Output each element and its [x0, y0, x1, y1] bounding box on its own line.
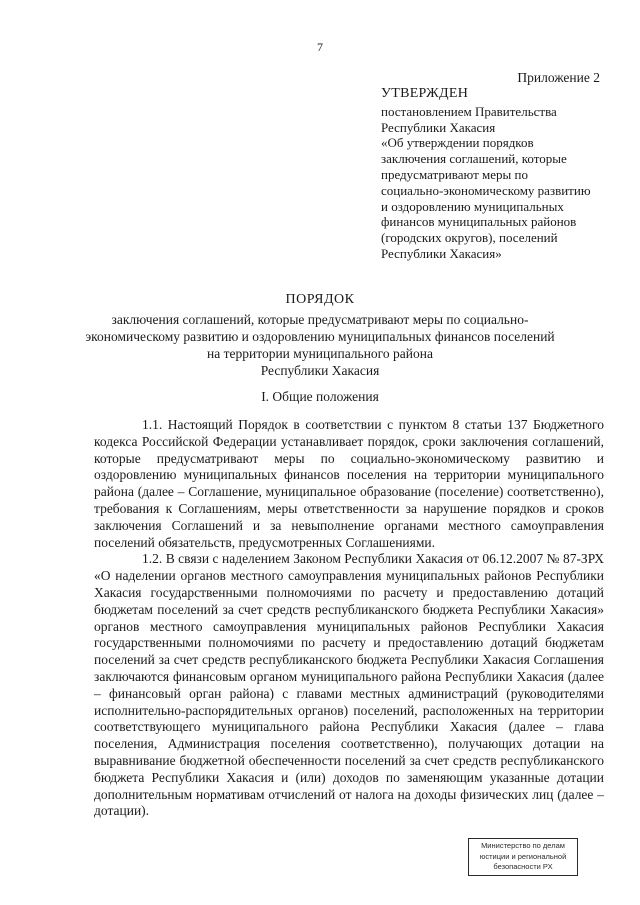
document-title: ПОРЯДОК [285, 292, 355, 307]
approved-heading: УТВЕРЖДЕН [381, 86, 469, 101]
subtitle-line: на территории муниципального района [207, 346, 433, 361]
approval-line: Республики Хакасия» [381, 245, 502, 261]
approval-line: предусматривают меры по [381, 166, 528, 182]
approval-line: и оздоровлению муниципальных [381, 198, 564, 214]
approval-line: (городских округов), поселений [381, 230, 558, 246]
appendix-label: Приложение 2 [517, 70, 600, 85]
subtitle-line: заключения соглашений, которые предусматривают меры по социально- [111, 312, 529, 327]
subtitle-line: экономическому развитию и оздоровлению муниципальных финансов поселений [85, 329, 555, 344]
approval-line: Республики Хакасия [381, 119, 496, 135]
approval-line: «Об утверждении порядков [381, 135, 534, 151]
section-heading: I. Общие положения [261, 389, 379, 404]
approval-line: социально-экономическому развитию [381, 182, 591, 198]
subtitle-line: Республики Хакасия [260, 363, 380, 378]
body-text [94, 417, 604, 820]
approval-line: заключения соглашений, которые [381, 151, 567, 167]
paragraph-1-2: 1.2. В связи с наделением Законом Республики Хакасия от 06.12.2007 № 87-ЗРХ «О наделении органов местного самоуправления муниципальных районов Республики Хакасия государственными полномочиями по расчету и предоставлению дотаций бюджетам поселений за счет средств республиканского бюджета Республики Хакасия» органов местного самоуправления муниципальных районов Республики Хакасия государственными полномочиями по расчету и предоставлению дотаций бюджетам поселений за счет средств республиканского бюджета Республики Хакасия Соглашения заключаются финансовым органом муниципального района Республики Хакасия (далее – финансовый орган района) с главами местных администраций (руководителями исполнительно-распорядительных органов) поселений, расположенных на территории соответствующего муниципального района Республики Хакасия (далее – глава поселения, Администрация поселения соответственно), получающих дотации на выравнивание бюджетной обеспеченности поселений за счет средств республиканского бюджета Республики Хакасия и (или) доходов по заменяющим указанные дотации дополнительным нормативам отчислений от налога на доходы физических лиц (далее – дотации). [94, 551, 604, 819]
ministry-stamp [468, 838, 578, 876]
approval-line: постановлением Правительства [381, 103, 557, 119]
stamp-line: безопасности РХ [493, 862, 553, 871]
paragraph-1-1: 1.1. Настоящий Порядок в соответствии с пунктом 8 статьи 137 Бюджетного кодекса Российской Федерации устанавливает порядок, сроки заключения соглашений, которые предусматривают меры по социально-экономическому развитию и оздоровлению муниципальных финансов поселения на территории муниципального района (далее – Соглашение, муниципальное образование (поселение) соответственно), требования к Соглашениям, меры ответственности за нарушение порядков и сроков заключения Соглашений и за невыполнение органами местного самоуправления поселений обязательств, предусмотренных Соглашениями. [94, 417, 604, 550]
approval-block [381, 86, 621, 262]
approval-line: финансов муниципальных районов [381, 214, 577, 230]
document-subtitle [0, 311, 640, 379]
stamp-line: юстиции и региональной [479, 851, 567, 861]
page-number: 7 [317, 40, 323, 54]
stamp-line: Министерство по делам [481, 841, 565, 850]
